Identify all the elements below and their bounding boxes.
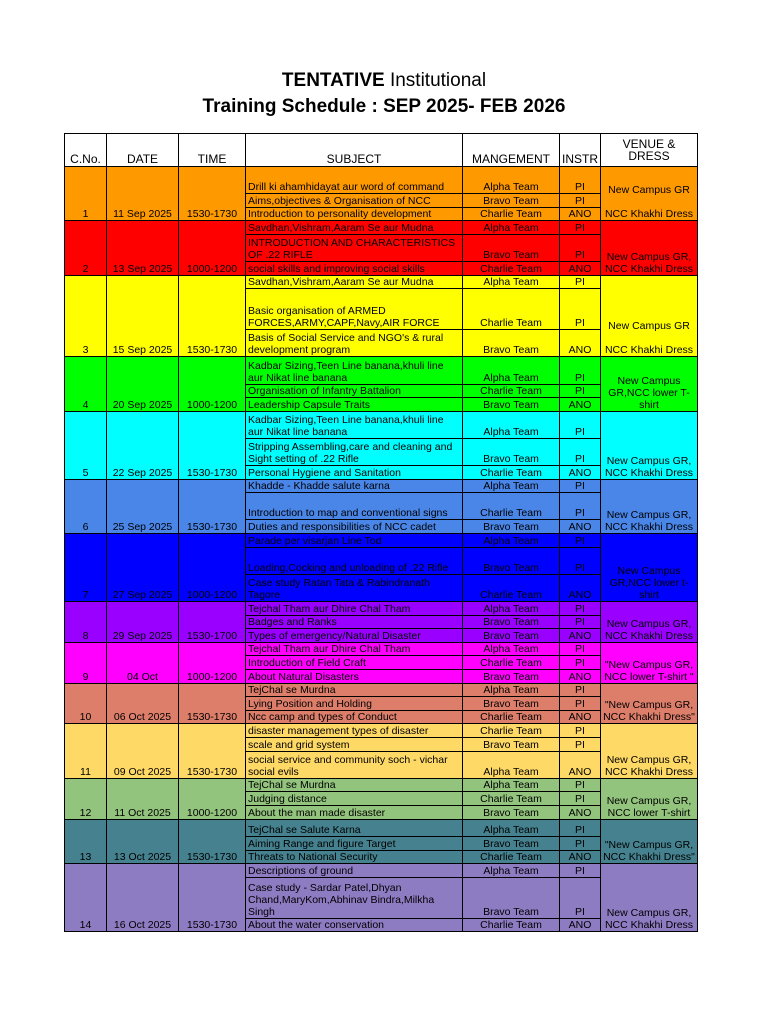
instructor-cell: PI	[560, 221, 601, 235]
instructor-cell: PI	[560, 547, 601, 574]
instructor-cell: ANO	[560, 207, 601, 221]
date-cell: 11 Oct 2025	[107, 778, 179, 819]
time-cell: 1530-1730	[179, 411, 246, 479]
management-cell: Bravo Team	[463, 877, 560, 918]
management-cell: Charlie Team	[463, 724, 560, 738]
subject-cell: Ncc camp and types of Conduct	[246, 710, 463, 724]
instructor-cell: ANO	[560, 574, 601, 601]
venue-cell: New Campus GR NCC Khakhi Dress	[601, 275, 698, 357]
document-title-line2: Training Schedule : SEP 2025- FEB 2026	[202, 96, 566, 117]
time-cell: 1530-1730	[179, 724, 246, 778]
cno-cell: 12	[65, 778, 107, 819]
date-cell: 13 Oct 2025	[107, 819, 179, 864]
subject-cell: About the man made disaster	[246, 805, 463, 819]
subject-cell: Khadde - Khadde salute karna	[246, 479, 463, 493]
subject-cell: Savdhan,Vishram,Aaram Se aur Mudna	[246, 221, 463, 235]
time-cell: 1530-1730	[179, 275, 246, 357]
instructor-cell: PI	[560, 534, 601, 548]
management-cell: Bravo Team	[463, 234, 560, 261]
cno-cell: 8	[65, 602, 107, 643]
instructor-cell: ANO	[560, 629, 601, 643]
subject-cell: Threats to National Security	[246, 850, 463, 864]
management-cell: Charlie Team	[463, 850, 560, 864]
date-cell: 15 Sep 2025	[107, 275, 179, 357]
date-cell: 16 Oct 2025	[107, 864, 179, 932]
header-cno: C.No.	[65, 134, 107, 167]
management-cell: Charlie Team	[463, 792, 560, 806]
management-cell: Charlie Team	[463, 574, 560, 601]
management-cell: Charlie Team	[463, 262, 560, 276]
subject-cell: Kadbar Sizing,Teen Line banana,khuli line aur Nikat line banana	[246, 357, 463, 384]
management-cell: Alpha Team	[463, 683, 560, 697]
management-cell: Bravo Team	[463, 194, 560, 208]
venue-cell: New Campus GR NCC Khakhi Dress	[601, 167, 698, 221]
management-cell: Bravo Team	[463, 547, 560, 574]
subject-cell: INTRODUCTION AND CHARACTERISTICS OF .22 RIFLE	[246, 234, 463, 261]
instructor-cell: PI	[560, 737, 601, 751]
subject-cell: Types of emergency/Natural Disaster	[246, 629, 463, 643]
instructor-cell: PI	[560, 697, 601, 711]
cno-cell: 10	[65, 683, 107, 724]
management-cell: Alpha Team	[463, 275, 560, 289]
instructor-cell: PI	[560, 167, 601, 194]
table-row	[65, 819, 698, 837]
header-venue: VENUE & DRESS	[601, 134, 698, 167]
subject-cell: Personal Hygiene and Sanitation	[246, 466, 463, 480]
instructor-cell: PI	[560, 479, 601, 493]
management-cell: Alpha Team	[463, 167, 560, 194]
subject-cell: Introduction to map and conventional signs	[246, 493, 463, 520]
header-row	[65, 134, 698, 167]
management-cell: Bravo Team	[463, 805, 560, 819]
venue-cell: New Campus GR, NCC Khakhi Dress	[601, 479, 698, 533]
date-cell: 09 Oct 2025	[107, 724, 179, 778]
cno-cell: 7	[65, 534, 107, 602]
time-cell: 1530-1730	[179, 167, 246, 221]
instructor-cell: PI	[560, 493, 601, 520]
management-cell: Alpha Team	[463, 819, 560, 837]
instructor-cell: PI	[560, 642, 601, 656]
table-row	[65, 167, 698, 194]
venue-cell: New Campus GR, NCC Khakhi Dress	[601, 221, 698, 275]
schedule-body	[65, 167, 698, 932]
date-cell: 04 Oct	[107, 642, 179, 683]
table-row	[65, 864, 698, 878]
management-cell: Alpha Team	[463, 221, 560, 235]
management-cell: Charlie Team	[463, 918, 560, 932]
cno-cell: 11	[65, 724, 107, 778]
instructor-cell: PI	[560, 384, 601, 398]
instructor-cell: ANO	[560, 850, 601, 864]
subject-cell: Basic organisation of ARMED FORCES,ARMY,CAPF,Navy,AIR FORCE	[246, 289, 463, 330]
instructor-cell: PI	[560, 615, 601, 629]
management-cell: Bravo Team	[463, 629, 560, 643]
subject-cell: Stripping Assembling,care and cleaning and Sight setting of .22 Rifle	[246, 438, 463, 465]
management-cell: Charlie Team	[463, 656, 560, 670]
cno-cell: 9	[65, 642, 107, 683]
header-instructor: INSTR	[560, 134, 601, 167]
venue-cell: "New Campus GR, NCC Khakhi Dress"	[601, 683, 698, 724]
table-row	[65, 683, 698, 697]
instructor-cell: ANO	[560, 330, 601, 357]
date-cell: 22 Sep 2025	[107, 411, 179, 479]
instructor-cell: PI	[560, 864, 601, 878]
date-cell: 06 Oct 2025	[107, 683, 179, 724]
venue-cell: New Campus GR, NCC Khakhi Dress	[601, 411, 698, 479]
subject-cell: Tejchal Tham aur Dhire Chal Tham	[246, 642, 463, 656]
subject-cell: Leadership Capsule Traits	[246, 398, 463, 412]
subject-cell: Organisation of Infantry Battalion	[246, 384, 463, 398]
management-cell: Charlie Team	[463, 466, 560, 480]
date-cell: 13 Sep 2025	[107, 221, 179, 275]
subject-cell: Badges and Ranks	[246, 615, 463, 629]
management-cell: Bravo Team	[463, 669, 560, 683]
date-cell: 27 Sep 2025	[107, 534, 179, 602]
management-cell: Bravo Team	[463, 615, 560, 629]
instructor-cell: PI	[560, 877, 601, 918]
management-cell: Bravo Team	[463, 438, 560, 465]
instructor-cell: ANO	[560, 710, 601, 724]
instructor-cell: PI	[560, 656, 601, 670]
management-cell: Alpha Team	[463, 778, 560, 792]
subject-cell: Aims,objectives & Organisation of NCC	[246, 194, 463, 208]
instructor-cell: PI	[560, 411, 601, 438]
venue-cell: New Campus GR, NCC lower T-shirt	[601, 778, 698, 819]
table-row	[65, 479, 698, 493]
subject-cell: Parade per visarjan Line Tod	[246, 534, 463, 548]
venue-cell: New Campus GR, NCC Khakhi Dress	[601, 724, 698, 778]
management-cell: Bravo Team	[463, 330, 560, 357]
subject-cell: Introduction of Field Craft	[246, 656, 463, 670]
cno-cell: 3	[65, 275, 107, 357]
time-cell: 1530-1730	[179, 479, 246, 533]
management-cell: Bravo Team	[463, 737, 560, 751]
instructor-cell: ANO	[560, 262, 601, 276]
venue-cell: New Campus GR,NCC lower t-shirt	[601, 534, 698, 602]
instructor-cell: ANO	[560, 918, 601, 932]
cno-cell: 2	[65, 221, 107, 275]
management-cell: Bravo Team	[463, 837, 560, 851]
management-cell: Charlie Team	[463, 207, 560, 221]
venue-cell: New Campus GR, NCC Khakhi Dress	[601, 602, 698, 643]
time-cell: 1000-1200	[179, 534, 246, 602]
subject-cell: Lying Position and Holding	[246, 697, 463, 711]
instructor-cell: ANO	[560, 520, 601, 534]
instructor-cell: ANO	[560, 751, 601, 778]
table-row	[65, 534, 698, 548]
subject-cell: social skills and improving social skills	[246, 262, 463, 276]
instructor-cell: PI	[560, 194, 601, 208]
subject-cell: About Natural Disasters	[246, 669, 463, 683]
instructor-cell: PI	[560, 275, 601, 289]
management-cell: Alpha Team	[463, 642, 560, 656]
instructor-cell: PI	[560, 234, 601, 261]
time-cell: 1530-1730	[179, 683, 246, 724]
management-cell: Alpha Team	[463, 602, 560, 616]
management-cell: Alpha Team	[463, 751, 560, 778]
time-cell: 1530-1730	[179, 864, 246, 932]
subject-cell: TejChal se Murdna	[246, 778, 463, 792]
time-cell: 1000-1200	[179, 221, 246, 275]
venue-cell: "New Campus GR, NCC Khakhi Dress"	[601, 819, 698, 864]
subject-cell: Savdhan,Vishram,Aaram Se aur Mudna	[246, 275, 463, 289]
table-row	[65, 275, 698, 289]
header-subject: SUBJECT	[246, 134, 463, 167]
document-title-line1: TENTATIVE Institutional	[281, 70, 487, 91]
schedule-table	[64, 133, 698, 932]
instructor-cell: PI	[560, 837, 601, 851]
subject-cell: Aiming Range and figure Target	[246, 837, 463, 851]
management-cell: Bravo Team	[463, 697, 560, 711]
subject-cell: Tejchal Tham aur Dhire Chal Tham	[246, 602, 463, 616]
management-cell: Alpha Team	[463, 411, 560, 438]
venue-cell: New Campus GR, NCC Khakhi Dress	[601, 864, 698, 932]
subject-cell: TejChal se Murdna	[246, 683, 463, 697]
subject-cell: scale and grid system	[246, 737, 463, 751]
time-cell: 1530-1730	[179, 819, 246, 864]
instructor-cell: PI	[560, 792, 601, 806]
venue-cell: "New Campus GR, NCC lower T-shirt "	[601, 642, 698, 683]
date-cell: 11 Sep 2025	[107, 167, 179, 221]
venue-cell: New Campus GR,NCC lower T-shirt	[601, 357, 698, 411]
instructor-cell: PI	[560, 683, 601, 697]
management-cell: Alpha Team	[463, 864, 560, 878]
management-cell: Charlie Team	[463, 289, 560, 330]
time-cell: 1000-1200	[179, 357, 246, 411]
instructor-cell: PI	[560, 724, 601, 738]
management-cell: Alpha Team	[463, 357, 560, 384]
instructor-cell: ANO	[560, 466, 601, 480]
management-cell: Charlie Team	[463, 384, 560, 398]
subject-cell: Basis of Social Service and NGO's & rural development program	[246, 330, 463, 357]
header-management: MANGEMENT	[463, 134, 560, 167]
header-date: DATE	[107, 134, 179, 167]
table-row	[65, 642, 698, 656]
subject-cell: disaster management types of disaster	[246, 724, 463, 738]
instructor-cell: PI	[560, 602, 601, 616]
date-cell: 20 Sep 2025	[107, 357, 179, 411]
date-cell: 25 Sep 2025	[107, 479, 179, 533]
cno-cell: 14	[65, 864, 107, 932]
subject-cell: Duties and responsibilities of NCC cadet	[246, 520, 463, 534]
header-time: TIME	[179, 134, 246, 167]
subject-cell: Loading,Cocking and unloading of .22 Rifle	[246, 547, 463, 574]
cno-cell: 5	[65, 411, 107, 479]
instructor-cell: PI	[560, 438, 601, 465]
table-row	[65, 357, 698, 384]
table-row	[65, 724, 698, 738]
time-cell: 1000-1200	[179, 778, 246, 819]
management-cell: Bravo Team	[463, 398, 560, 412]
table-row	[65, 602, 698, 616]
time-cell: 1000-1200	[179, 642, 246, 683]
management-cell: Charlie Team	[463, 493, 560, 520]
management-cell: Alpha Team	[463, 534, 560, 548]
instructor-cell: PI	[560, 778, 601, 792]
table-row	[65, 221, 698, 235]
instructor-cell: PI	[560, 357, 601, 384]
subject-cell: Descriptions of ground	[246, 864, 463, 878]
cno-cell: 1	[65, 167, 107, 221]
subject-cell: Introduction to personality development	[246, 207, 463, 221]
instructor-cell: ANO	[560, 805, 601, 819]
subject-cell: social service and community soch - vichar social evils	[246, 751, 463, 778]
time-cell: 1530-1700	[179, 602, 246, 643]
subject-cell: Case study - Sardar Patel,Dhyan Chand,MaryKom,Abhinav Bindra,Milkha Singh	[246, 877, 463, 918]
subject-cell: TejChal se Salute Karna	[246, 819, 463, 837]
management-cell: Bravo Team	[463, 520, 560, 534]
subject-cell: Judging distance	[246, 792, 463, 806]
subject-cell: Drill ki ahamhidayat aur word of command	[246, 167, 463, 194]
subject-cell: Kadbar Sizing,Teen Line banana,khuli line aur Nikat line banana	[246, 411, 463, 438]
instructor-cell: ANO	[560, 398, 601, 412]
management-cell: Charlie Team	[463, 710, 560, 724]
subject-cell: About the water conservation	[246, 918, 463, 932]
cno-cell: 6	[65, 479, 107, 533]
instructor-cell: PI	[560, 819, 601, 837]
cno-cell: 4	[65, 357, 107, 411]
instructor-cell: PI	[560, 289, 601, 330]
cno-cell: 13	[65, 819, 107, 864]
table-row	[65, 778, 698, 792]
subject-cell: Case study Ratan Tata & Rabindranath Tagore	[246, 574, 463, 601]
date-cell: 29 Sep 2025	[107, 602, 179, 643]
management-cell: Alpha Team	[463, 479, 560, 493]
table-row	[65, 411, 698, 438]
instructor-cell: ANO	[560, 669, 601, 683]
